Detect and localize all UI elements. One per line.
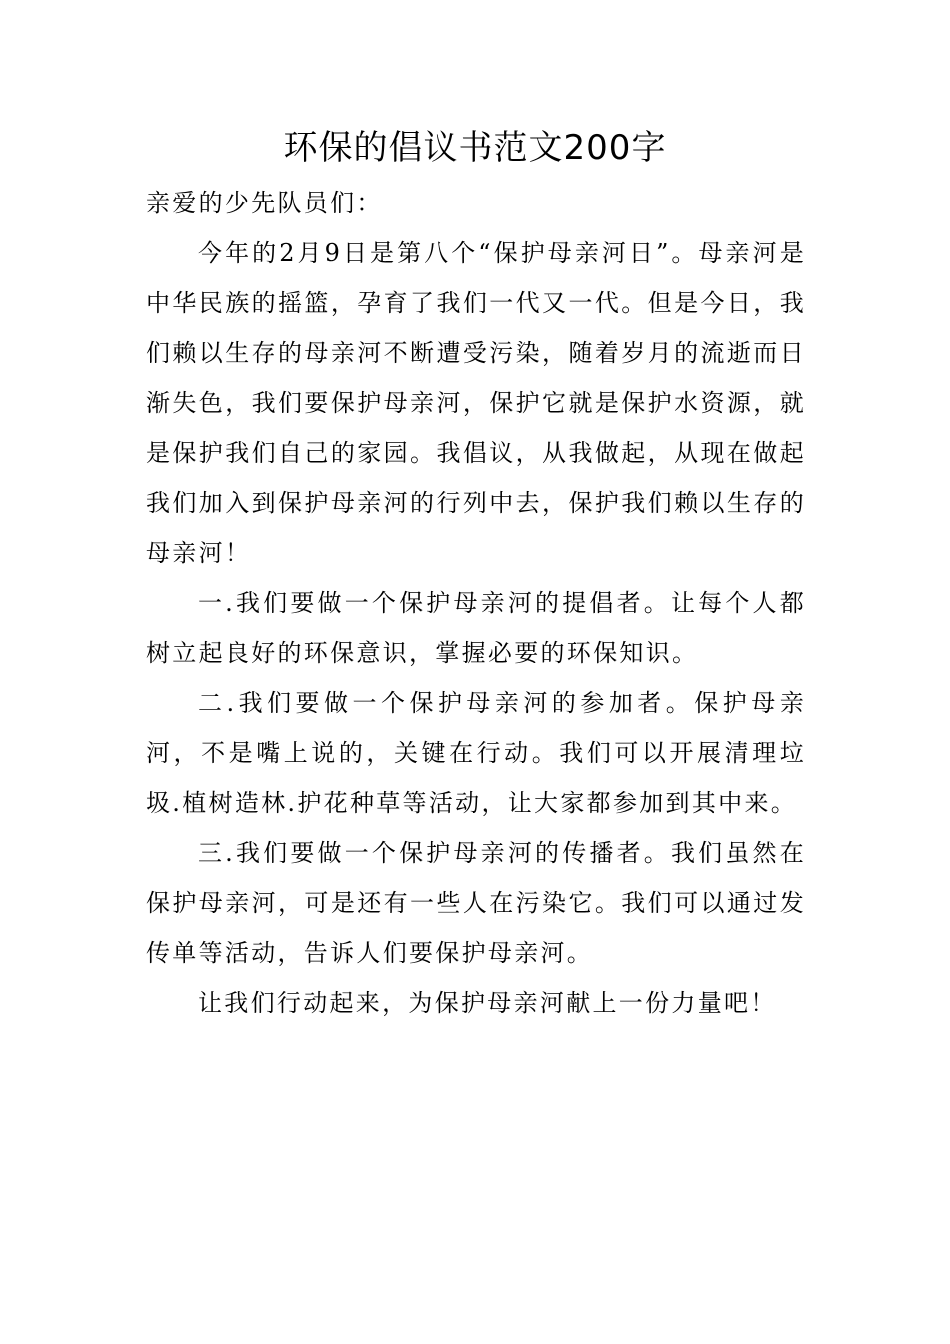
paragraph-intro: 今年的2月9日是第八个“保护母亲河日”。母亲河是中华民族的摇篮，孕育了我们一代又一代。但是今日，我们赖以生存的母亲河不断遭受污染，随着岁月的流逝而日渐失色，我们要保护母亲河，保护它就是保护水资源，就是保护我们自己的家园。我倡议，从我做起，从现在做起我们加入到保护母亲河的行列中去，保护我们赖以生存的母亲河！ (146, 239, 806, 567)
paragraph-point-two: 二.我们要做一个保护母亲河的参加者。保护母亲河，不是嘴上说的，关键在行动。我们可以开展清理垃圾.植树造林.护花种草等活动，让大家都参加到其中来。 (146, 689, 806, 817)
document-body (146, 178, 806, 1028)
paragraph-point-three: 三.我们要做一个保护母亲河的传播者。我们虽然在保护母亲河，可是还有一些人在污染它。我们可以通过发传单等活动，告诉人们要保护母亲河。 (146, 839, 806, 967)
paragraph-point-one: 一.我们要做一个保护母亲河的提倡者。让每个人都树立起良好的环保意识，掌握必要的环保知识。 (146, 589, 806, 667)
paragraph-closing: 让我们行动起来，为保护母亲河献上一份力量吧！ (198, 989, 777, 1017)
salutation: 亲爱的少先队员们： (146, 189, 383, 217)
document-title: 环保的倡议书范文200字 (283, 128, 667, 168)
